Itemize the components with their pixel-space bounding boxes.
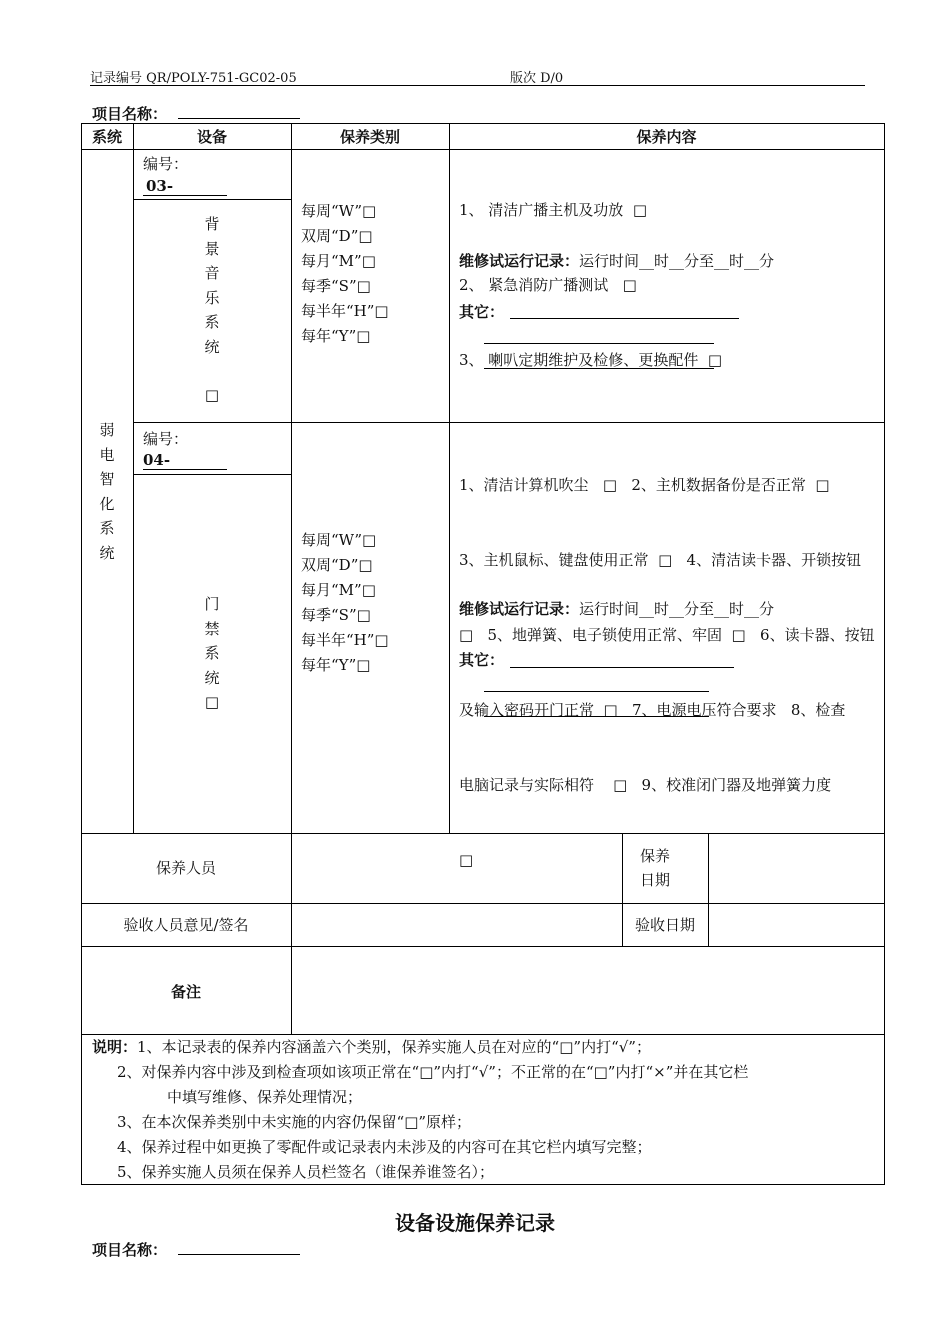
acceptance-field[interactable] xyxy=(292,904,622,946)
acceptance-date-label: 验收日期 xyxy=(634,916,695,934)
notes-line-2b: 中填写维修、保养处理情况； xyxy=(167,1088,363,1106)
other-line-1b[interactable] xyxy=(484,343,714,344)
freq-weekly-1[interactable]: 每周“W”□ xyxy=(301,202,377,220)
remarks-label: 备注 xyxy=(170,983,201,1001)
frequency-list-1 xyxy=(301,199,389,349)
header-equipment: 设备 xyxy=(196,128,227,146)
notes-line-1: 说明：1、本记录表的保养内容涵盖六个类别，保养实施人员在对应的“□”内打“√”； xyxy=(92,1038,651,1056)
project-name-field[interactable] xyxy=(178,100,300,119)
freq-biweekly-2[interactable]: 双周“D”□ xyxy=(301,556,373,574)
acceptance-date-field[interactable] xyxy=(709,904,884,946)
code-label-1: 编号： xyxy=(143,155,189,173)
project-name-field-2[interactable] xyxy=(178,1236,300,1255)
repair-label-1: 维修试运行记录： xyxy=(459,252,580,270)
other-line-1c[interactable] xyxy=(484,368,714,369)
code-value-2: 04- xyxy=(143,451,171,469)
item-line-2-5[interactable]: 电脑记录与实际相符 □ 9、校准闭门器及地弹簧力度 xyxy=(459,776,832,794)
freq-halfyear-1[interactable]: 每半年“H”□ xyxy=(301,302,389,320)
repair-record-2 xyxy=(459,597,774,622)
header-content: 保养内容 xyxy=(636,128,697,146)
freq-weekly-2[interactable]: 每周“W”□ xyxy=(301,531,377,549)
item-line-2-4[interactable]: 及输入密码开门正常 □ 7、电源电压符合要求 8、检查 xyxy=(459,701,846,719)
equipment-access-control: 门 禁 系 统 □ xyxy=(197,592,227,715)
other-label-1: 其它： xyxy=(459,303,505,321)
project-name-label-2: 项目名称： xyxy=(92,1241,168,1259)
code-field-1[interactable] xyxy=(143,178,227,196)
frequency-list-2 xyxy=(301,528,389,678)
code-field-2[interactable] xyxy=(143,452,227,470)
maintainer-field[interactable] xyxy=(292,834,622,903)
equipment-checkbox-2[interactable]: □ xyxy=(204,693,220,711)
repair-label-2: 维修试运行记录： xyxy=(459,600,580,618)
item-line-2-3[interactable]: □ 5、地弹簧、电子锁使用正常、牢固 □ 6、读卡器、按钮 xyxy=(459,626,875,644)
freq-quarterly-2[interactable]: 每季“S”□ xyxy=(301,606,371,624)
freq-yearly-2[interactable]: 每年“Y”□ xyxy=(301,656,371,674)
repair-record-1 xyxy=(459,249,774,274)
code-value-1: 03- xyxy=(146,177,174,195)
item-line-2-2[interactable]: 3、主机鼠标、键盘使用正常 □ 4、清洁读卡器、开锁按钮 xyxy=(459,551,862,569)
repair-text-1[interactable]: 运行时间__时__分至__时__分 xyxy=(579,252,775,270)
maintain-date-field[interactable] xyxy=(709,834,884,903)
equipment-background-music: 背 景 音 乐 系 统 □ xyxy=(197,212,227,408)
item-1-3[interactable]: 3、 喇叭定期维护及检修、更换配件 □ xyxy=(459,351,723,369)
other-line-2a[interactable] xyxy=(510,667,734,668)
other-label-2: 其它： xyxy=(459,651,505,669)
item-line-2-1[interactable]: 1、清洁计算机吹尘 □ 2、主机数据备份是否正常 □ xyxy=(459,476,830,494)
code-label-2: 编号： xyxy=(143,430,189,448)
notes-line-2a: 2、对保养内容中涉及到检查项如该项正常在“□”内打“√”；不正常的在“□”内打“×”并在其它栏 xyxy=(117,1063,749,1081)
equipment-checkbox-1[interactable]: □ xyxy=(204,386,220,404)
item-1-2[interactable]: 2、 紧急消防广播测试 □ xyxy=(459,276,637,294)
other-line-2c[interactable] xyxy=(484,716,709,717)
version-number: 版次 D/0 xyxy=(510,71,564,86)
page-title: 设备设施保养记录 xyxy=(395,1211,555,1235)
freq-monthly-2[interactable]: 每月“M”□ xyxy=(301,581,376,599)
other-line-2b[interactable] xyxy=(484,691,709,692)
repair-text-2[interactable]: 运行时间__时__分至__时__分 xyxy=(579,600,775,618)
notes-line-3: 3、在本次保养类别中未实施的内容仍保留“□”原样； xyxy=(117,1113,472,1131)
freq-yearly-1[interactable]: 每年“Y”□ xyxy=(301,327,371,345)
remarks-field[interactable] xyxy=(292,947,884,1034)
item-line-2-6[interactable]: □ xyxy=(459,851,474,869)
project-name-label: 项目名称： xyxy=(92,105,168,123)
header-system: 系统 xyxy=(91,128,122,146)
notes-line-5: 5、保养实施人员须在保养人员栏签名（谁保养谁签名）； xyxy=(117,1163,495,1181)
item-1-1[interactable]: 1、 清洁广播主机及功放 □ xyxy=(459,201,648,219)
freq-biweekly-1[interactable]: 双周“D”□ xyxy=(301,227,373,245)
system-name: 弱 电 智 化 系 统 xyxy=(99,421,115,562)
maintainer-label: 保养人员 xyxy=(155,859,216,877)
maintain-date-label: 保养 日期 xyxy=(640,847,671,889)
header-category: 保养类别 xyxy=(339,128,400,146)
content-items-2 xyxy=(459,423,879,898)
notes-label: 说明： xyxy=(92,1038,138,1056)
other-line-1a[interactable] xyxy=(510,318,739,319)
freq-halfyear-2[interactable]: 每半年“H”□ xyxy=(301,631,389,649)
acceptance-label: 验收人员意见/签名 xyxy=(123,916,249,934)
record-number: 记录编号 QR/POLY-751-GC02-05 xyxy=(90,71,297,86)
header-rule xyxy=(90,85,865,86)
notes-line-4: 4、保养过程中如更换了零配件或记录表内未涉及的内容可在其它栏内填写完整； xyxy=(117,1138,652,1156)
freq-monthly-1[interactable]: 每月“M”□ xyxy=(301,252,376,270)
freq-quarterly-1[interactable]: 每季“S”□ xyxy=(301,277,371,295)
